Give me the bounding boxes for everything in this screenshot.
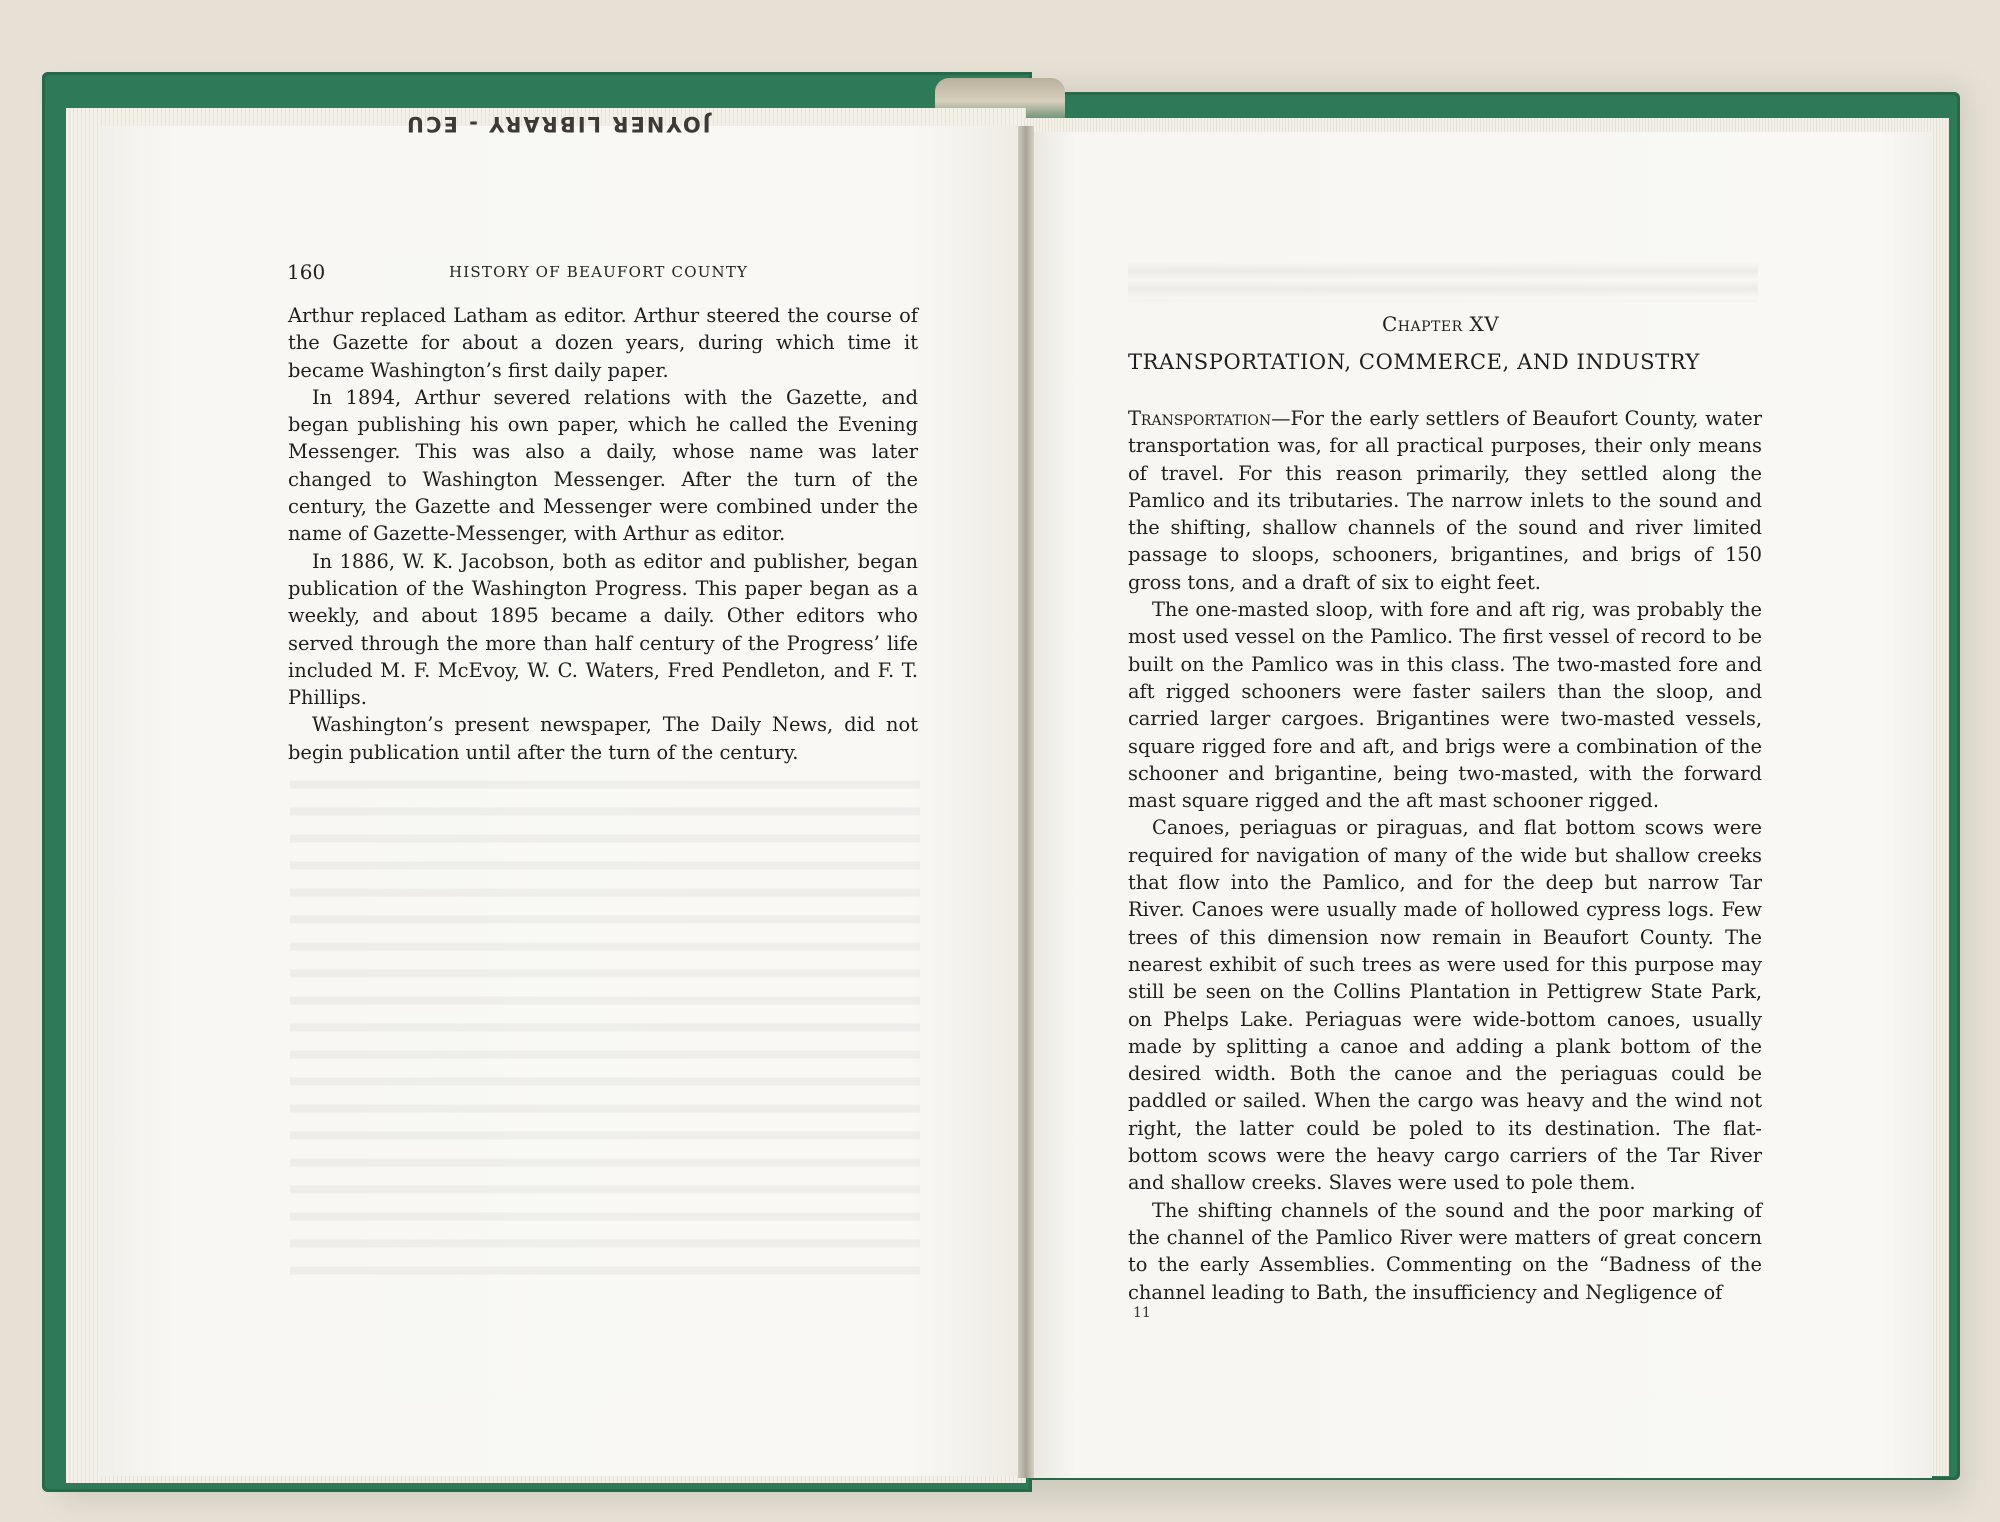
- paragraph: In 1894, Arthur severed relations with the Gazette, and began publishing his own paper, which he called the Evening Messenger. This was also a daily, whose name was later changed to Washington Messenger. After the turn of the century, the Gazette and Messenger were combined under the name of Gazette-Messenger, with Arthur as editor.: [288, 385, 918, 546]
- library-stamp: JOYNER LIBRARY - ECU: [405, 112, 711, 136]
- left-page-text: [288, 302, 918, 766]
- paragraph: The shifting channels of the sound and the poor marking of the channel of the Pamlico River were matters of great concern to the early Assemblies. Commenting on the “Badness of the channel leading to Bath, the insufficiency and Negligence of: [1128, 1198, 1762, 1304]
- chapter-title: TRANSPORTATION, COMMERCE, AND INDUSTRY: [1128, 350, 1700, 374]
- paragraph: [1128, 405, 1762, 596]
- book-gutter: [1018, 126, 1034, 1478]
- paragraph-body: —For the early settlers of Beaufort County, water transportation was, for all practical purposes, their only means of travel. For this reason primarily, they settled along the Pamlico and its tributaries. The narrow inlets to the sound and the shifting, shallow channels of the sound and river limited passage to sloops, schooners, brigantines, and brigs of 150 gross tons, and a draft of six to eight feet.: [1128, 407, 1762, 594]
- show-through-text: [290, 770, 920, 1290]
- show-through-text-right: [1128, 262, 1758, 302]
- paragraph: Canoes, periaguas or piraguas, and flat bottom scows were required for navigation of many of the wide but shallow creeks that flow into the Pamlico, and for the deep but narrow Tar River. Canoes were usually made of hollowed cypress logs. Few trees of this dimension now remain in Beaufort County. The nearest exhibit of such trees as were used for this purpose may still be seen on the Collins Plantation in Pettigrew State Park, on Phelps Lake. Periaguas were wide-bottom canoes, usually made by splitting a canoe and adding a plank bottom of the desired width. Both the canoe and the periaguas could be paddled or sailed. When the cargo was heavy and the wind not right, the latter could be poled to its destination. The flat-bottom scows were the heavy cargo carriers of the Tar River and shallow creeks. Slaves were used to pole them.: [1128, 816, 1762, 1195]
- paragraph: Arthur replaced Latham as editor. Arthur steered the course of the Gazette for about a dozen years, during which time it became Washington’s first daily paper.: [288, 304, 918, 382]
- running-title: HISTORY OF BEAUFORT COUNTY: [449, 263, 749, 281]
- right-page-text: [1128, 405, 1762, 1306]
- paragraph: Washington’s present newspaper, The Daily News, did not begin publication until after the turn of the century.: [288, 713, 918, 764]
- paragraph: The one-masted sloop, with fore and aft rig, was probably the most used vessel on the Pamlico. The first vessel of record to be built on the Pamlico was in this class. The two-masted fore and aft rigged schooners were faster sailers than the sloop, and carried larger cargoes. Brigantines were two-masted vessels, square rigged fore and aft, and brigs were a combination of the schooner and brigantine, being two-masted, with the forward mast square rigged and the aft mast schooner rigged.: [1128, 598, 1762, 813]
- chapter-number: Chapter XV: [1382, 312, 1500, 336]
- section-lead: Transportation: [1128, 407, 1272, 430]
- signature-mark: 11: [1133, 1305, 1151, 1321]
- running-head: [287, 258, 919, 287]
- paragraph: In 1886, W. K. Jacobson, both as editor and publisher, began publication of the Washington Progress. This paper began as a weekly, and about 1895 became a daily. Other editors who served through the more than half century of the Progress’ life included M. F. McEvoy, W. C. Waters, Fred Pendleton, and F. T. Phillips.: [288, 549, 918, 710]
- page-number: 160: [287, 260, 326, 284]
